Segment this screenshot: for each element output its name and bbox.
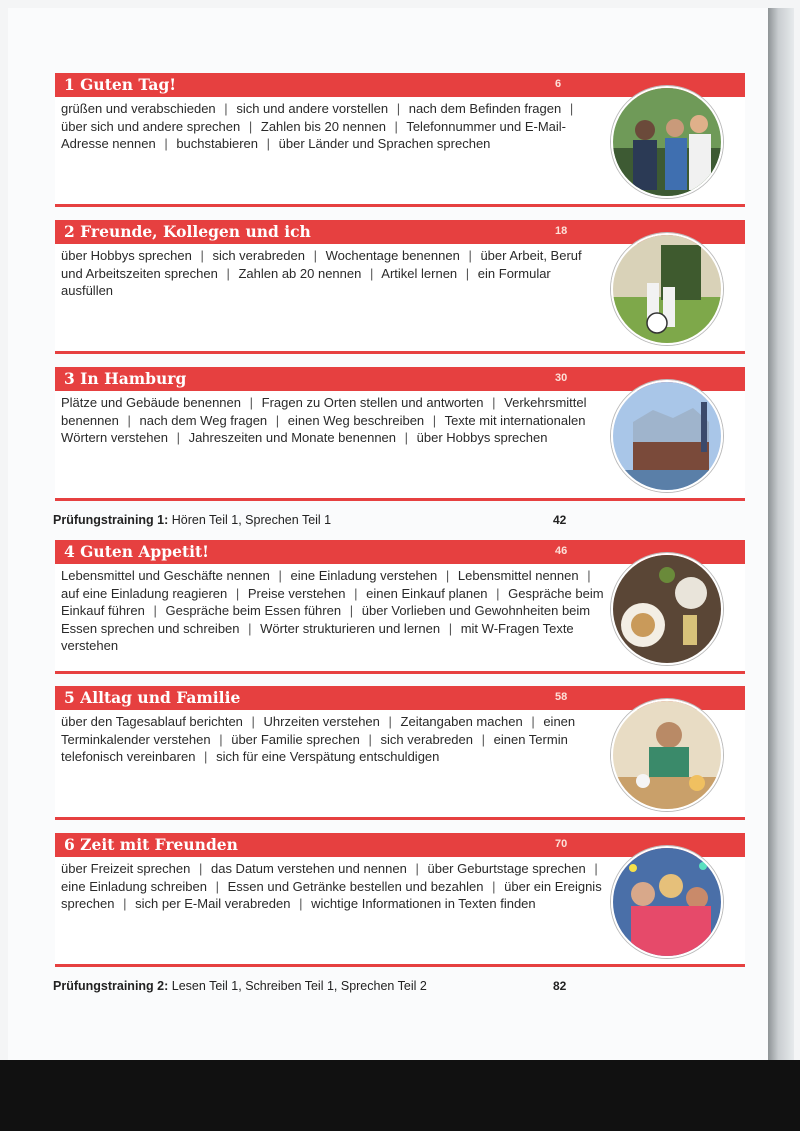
topic-item: Gespräche beim Einkauf führen xyxy=(61,585,604,618)
hamburg-city-photo xyxy=(611,380,723,492)
topic-separator: | xyxy=(224,101,228,116)
topic-item: Zeitangaben machen xyxy=(400,714,523,729)
man-breakfast-photo xyxy=(611,699,723,811)
unit-title: 5 Alltag und Familie xyxy=(64,688,241,707)
unit-topics xyxy=(61,100,606,153)
topic-separator: | xyxy=(394,118,398,134)
topic-separator: | xyxy=(278,568,282,583)
unit-topics xyxy=(61,860,606,913)
topic-item: das Datum verstehen und nennen xyxy=(210,861,407,876)
topic-separator: | xyxy=(481,731,485,747)
topic-separator: | xyxy=(127,412,131,428)
unit-page-number: 46 xyxy=(555,545,568,557)
topic-separator: | xyxy=(404,430,409,445)
topic-item: Zahlen ab 20 nennen xyxy=(238,265,362,281)
topic-separator: | xyxy=(164,136,168,151)
topic-separator: | xyxy=(248,620,252,636)
topic-separator: | xyxy=(468,248,472,263)
topic-item: Verkehrsmittel benennen xyxy=(61,395,587,428)
training-label: Prüfungstraining 1: xyxy=(53,513,169,527)
topic-item: eine Einladung schreiben xyxy=(61,878,207,894)
unit-title: 3 In Hamburg xyxy=(64,369,187,388)
unit-topics xyxy=(61,247,606,300)
topic-separator: | xyxy=(235,585,240,601)
unit-5 xyxy=(55,686,745,820)
topic-separator: | xyxy=(594,861,598,876)
topic-item: über Hobbys sprechen xyxy=(416,430,548,445)
topic-separator: | xyxy=(123,896,127,911)
unit-page-number: 58 xyxy=(555,691,568,703)
topic-item: sich und andere vorstellen xyxy=(236,101,389,116)
training-label: Prüfungstraining 2: xyxy=(53,979,169,993)
topic-item: Uhrzeiten verstehen xyxy=(263,714,380,729)
topic-separator: | xyxy=(465,265,470,281)
training-page-number: 82 xyxy=(553,979,567,993)
topic-item: sich verabreden xyxy=(212,248,305,263)
topic-item: Gespräche beim Essen führen xyxy=(165,603,342,618)
topic-separator: | xyxy=(396,101,401,116)
topic-separator: | xyxy=(369,265,374,281)
topic-item: Jahreszeiten und Monate benennen xyxy=(188,430,397,445)
topic-item: einen Einkauf planen xyxy=(366,585,488,601)
scan-bottom-edge xyxy=(0,1060,800,1131)
topic-separator: | xyxy=(368,731,372,747)
book-spine xyxy=(768,8,794,1060)
topic-separator: | xyxy=(299,896,303,911)
training-page-number: 42 xyxy=(553,513,567,527)
topic-item: Preise verstehen xyxy=(247,585,346,601)
unit-title: 4 Guten Appetit! xyxy=(64,542,209,561)
unit-3 xyxy=(55,367,745,501)
topic-separator: | xyxy=(275,412,280,428)
exam-training-1 xyxy=(53,513,573,527)
topic-separator: | xyxy=(226,265,230,281)
topic-item: über den Tagesablauf berichten xyxy=(61,714,243,729)
unit-page-number: 70 xyxy=(555,838,568,850)
unit-topics xyxy=(61,394,606,447)
unit-page-number: 18 xyxy=(555,225,568,237)
topic-item: über Arbeit, Beruf und Arbeitszeiten sprechen xyxy=(61,248,582,281)
topic-separator: | xyxy=(587,568,591,583)
topic-item: Wochentage benennen xyxy=(325,248,460,263)
unit-6 xyxy=(55,833,745,967)
topic-item: buchstabieren xyxy=(176,136,258,151)
unit-page-number: 6 xyxy=(555,78,562,90)
unit-title: 2 Freunde, Kollegen und ich xyxy=(64,222,311,241)
topic-item: über Vorlieben und Gewohnheiten beim Essen sprechen und schreiben xyxy=(61,603,591,636)
topic-separator: | xyxy=(153,603,157,618)
topic-item: über Länder und Sprachen sprechen xyxy=(278,136,491,151)
topic-separator: | xyxy=(445,568,450,583)
people-greeting-photo xyxy=(611,86,723,198)
topic-item: über Geburtstage sprechen xyxy=(427,861,586,876)
topic-separator: | xyxy=(219,731,223,747)
topic-item: wichtige Informationen in Texten finden xyxy=(311,896,536,911)
topic-item: über sich und andere sprechen xyxy=(61,118,241,134)
topic-separator: | xyxy=(176,430,180,445)
topic-item: nach dem Befinden fragen xyxy=(408,101,562,116)
topic-item: sich verabreden xyxy=(380,731,473,747)
topic-separator: | xyxy=(388,714,392,729)
topic-separator: | xyxy=(204,749,208,764)
topic-item: nach dem Weg fragen xyxy=(139,412,268,428)
topic-item: Fragen zu Orten stellen und antworten xyxy=(261,395,484,410)
topic-separator: | xyxy=(531,714,535,729)
topic-item: sich per E-Mail verabreden xyxy=(135,896,291,911)
topic-item: Wörter strukturieren und lernen xyxy=(260,620,441,636)
topic-item: über ein Ereignis sprechen xyxy=(61,878,602,911)
topic-separator: | xyxy=(492,395,496,410)
topic-item: Lebensmittel nennen xyxy=(457,568,579,583)
unit-topics xyxy=(61,713,606,766)
topic-item: eine Einladung verstehen xyxy=(290,568,438,583)
topic-separator: | xyxy=(448,620,453,636)
topic-separator: | xyxy=(198,861,203,876)
topic-separator: | xyxy=(251,714,255,729)
unit-title: 6 Zeit mit Freunden xyxy=(64,835,238,854)
topic-separator: | xyxy=(496,585,500,601)
topic-item: Telefonnummer und E-Mail-Adresse nennen xyxy=(61,118,567,151)
topic-separator: | xyxy=(415,861,419,876)
topic-item: grüßen und verabschieden xyxy=(61,101,216,116)
topic-separator: | xyxy=(432,412,437,428)
training-text: Hören Teil 1, Sprechen Teil 1 xyxy=(171,513,332,527)
football-photo xyxy=(611,233,723,345)
training-text: Lesen Teil 1, Schreiben Teil 1, Sprechen Teil 2 xyxy=(171,979,427,993)
topic-item: ein Formular ausfüllen xyxy=(61,265,551,298)
topic-item: einen Termin telefonisch vereinbaren xyxy=(61,731,568,764)
unit-topics xyxy=(61,567,606,655)
topic-separator: | xyxy=(215,878,220,894)
topic-item: Plätze und Gebäude benennen xyxy=(61,395,241,410)
topic-separator: | xyxy=(248,118,253,134)
unit-1 xyxy=(55,73,745,207)
topic-item: einen Weg beschreiben xyxy=(287,412,425,428)
topic-separator: | xyxy=(349,603,354,618)
topic-separator: | xyxy=(354,585,358,601)
topic-item: Texte mit internationalen Wörtern verstehen xyxy=(61,412,586,445)
topic-item: sich für eine Verspätung entschuldigen xyxy=(216,749,440,764)
unit-title: 1 Guten Tag! xyxy=(64,75,177,94)
unit-page-number: 30 xyxy=(555,372,568,384)
exam-training-2 xyxy=(53,979,573,993)
topic-item: über Hobbys sprechen xyxy=(61,248,192,263)
topic-item: auf eine Einladung reagieren xyxy=(61,585,228,601)
topic-separator: | xyxy=(200,248,204,263)
unit-2 xyxy=(55,220,745,354)
topic-separator: | xyxy=(313,248,317,263)
topic-item: einen Terminkalender verstehen xyxy=(61,714,576,747)
party-friends-photo xyxy=(611,846,723,958)
meal-table-photo xyxy=(611,553,723,665)
topic-item: über Familie sprechen xyxy=(231,731,360,747)
topic-separator: | xyxy=(249,395,254,410)
topic-item: über Freizeit sprechen xyxy=(61,861,191,876)
topic-item: Essen und Getränke bestellen und bezahlen xyxy=(227,878,484,894)
topic-item: Zahlen bis 20 nennen xyxy=(260,118,386,134)
topic-item: Lebensmittel und Geschäfte nennen xyxy=(61,568,270,583)
unit-4 xyxy=(55,540,745,674)
topic-separator: | xyxy=(569,101,574,116)
topic-separator: | xyxy=(492,878,496,894)
topic-separator: | xyxy=(266,136,271,151)
topic-item: Artikel lernen xyxy=(381,265,458,281)
topic-item: mit W-Fragen Texte verstehen xyxy=(61,620,574,653)
